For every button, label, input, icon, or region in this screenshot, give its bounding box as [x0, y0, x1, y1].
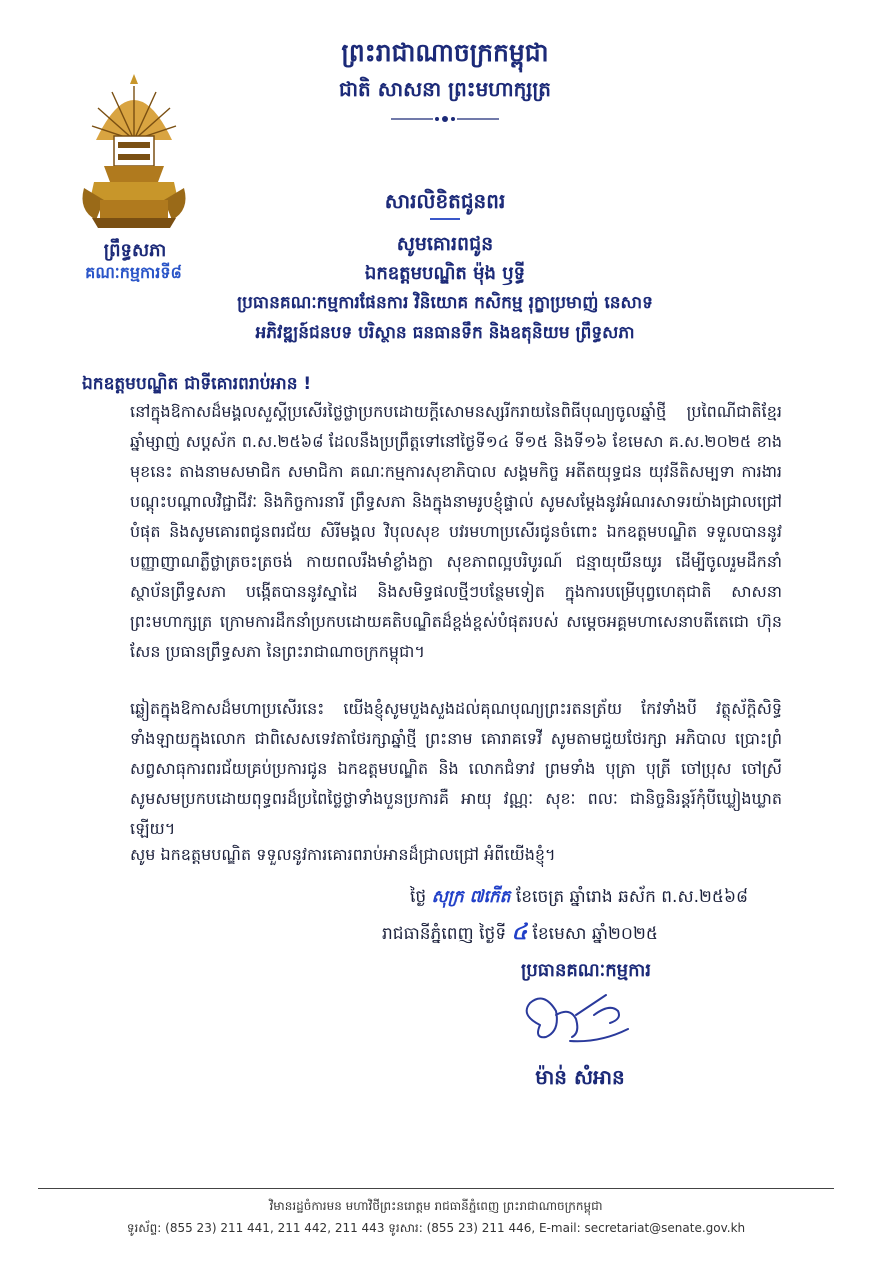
- handwritten-signature: [510, 985, 650, 1065]
- footer-address: វិមានរដ្ឋចំការមន មហាវិថីព្រះនរោត្តម រាជធានីភ្នំពេញ ព្រះរាជាណាចក្រកម្ពុជា: [269, 1199, 603, 1213]
- lunar-date-line: [410, 886, 790, 911]
- footer-divider: [38, 1188, 834, 1189]
- city-date-handwritten: ៤: [511, 920, 528, 945]
- city-date-line: [382, 918, 782, 950]
- senate-label: ព្រឹទ្ធសភា: [103, 240, 167, 261]
- respect-line: សូមគោរពជូន: [396, 233, 494, 255]
- signatory-name: ម៉ាន់ សំអាន: [535, 1065, 625, 1089]
- kingdom-heading: ព្រះរាជាណាចក្រកម្ពុជា: [341, 38, 549, 67]
- lunar-date-handwritten: សុក្រ ៧កើត: [431, 887, 511, 907]
- body-paragraph-2: [82, 694, 782, 844]
- city-date-prefix: រាជធានីភ្នំពេញ ថ្ងៃទី: [382, 924, 507, 944]
- recipient-role-line-1: ប្រធានគណៈកម្មការផែនការ វិនិយោគ កសិកម្ម រុក្ខាប្រមាញ់ នេសាទ: [237, 293, 653, 313]
- lunar-date-prefix: ថ្ងៃ: [410, 887, 427, 907]
- closing-paragraph: [82, 840, 782, 870]
- ornament-divider: [385, 112, 505, 126]
- national-motto: ជាតិ សាសនា ព្រះមហាក្សត្រ: [339, 77, 551, 101]
- recipient-name: ឯកឧត្តមបណ្ឌិត ម៉ុង ឫទ្ធី: [364, 263, 526, 284]
- city-date-suffix: ខែមេសា ឆ្នាំ២០២៥: [532, 924, 658, 944]
- senate-emblem-icon: [74, 70, 194, 230]
- committee-label: គណៈកម្មការទី៨: [85, 263, 182, 282]
- paragraph-text: ឆ្លៀតក្នុងឱកាសដ៏មហាប្រសើរនេះ យើងខ្ញុំសូមបួងសួងដល់គុណបុណ្យព្រះរតនត្រ័យ កែវទាំងបី វត្ថុស័ក្តិសិទ្ធិទាំងឡាយក្នុងលោក ជាពិសេសទេវតាថែរក្សាឆ្នាំថ្មី ព្រះនាម គោរាគទេវី សូមតាមជួយថែរក្សា អភិបាល ប្រោះព្រំសព្វសាធុការពរជ័យគ្រប់ប្រការជូន ឯកឧត្តមបណ្ឌិត និង លោកជំទាវ ព្រមទាំង បុត្រា បុត្រី ចៅប្រុស ចៅស្រី សូមសមប្រកបដោយពុទ្ធពរដ៏ប្រពៃថ្លៃថ្លាទាំងបួនប្រការគឺ អាយុ វណ្ណៈ សុខៈ ពលៈ ជានិច្ចនិរន្តរ៍កុំបីឃ្លៀងឃ្លាតឡើយ។: [130, 699, 782, 838]
- body-paragraph-1: [82, 397, 782, 667]
- paragraph-text: នៅក្នុងឱកាសដ៏មង្គលសួស្តីប្រសើរថ្លៃថ្លាប្រកបដោយក្តីសោមនស្សរីករាយនៃពិធីបុណ្យចូលឆ្នាំថ្មី ប្រពៃណីជាតិខ្មែរ ឆ្នាំម្សាញ់ សប្តស័ក ព.ស.២៥៦៨ ដែលនឹងប្រព្រឹត្តទៅនៅថ្ងៃទី១៤ ទី១៥ និងទី១៦ ខែមេសា គ.ស.២០២៥ ខាងមុខនេះ តាងនាមសមាជិក សមាជិកា គណៈកម្មការសុខាភិបាល សង្គមកិច្ច អតីតយុទ្ធជន យុវនីតិសម្បទា ការងារ បណ្តុះបណ្តាលវិជ្ជាជីវៈ និងកិច្ចការនារី ព្រឹទ្ធសភា និងក្នុងនាមរូបខ្ញុំផ្ទាល់ សូមសម្តែងនូវអំណរសាទរយ៉ាងជ្រាលជ្រៅបំផុត និងសូមគោរពជូនពរជ័យ សិរីមង្គល វិបុលសុខ បវរមហាប្រសើរជូនចំពោះ ឯកឧត្តមបណ្ឌិត ទទួលបាននូវបញ្ញាញាណភ្លឺថ្លាត្រចះត្រចង់ កាយពលរឹងមាំខ្លាំងក្លា សុខភាពល្អបរិបូរណ៍ ជន្មាយុយឺនយូរ ដើម្បីចូលរួមដឹកនាំស្ថាប័នព្រឹទ្ធសភា បង្កើតបាននូវស្នាដៃ និងសមិទ្ធផលថ្មីៗបន្ថែមទៀត ក្នុងការបម្រើបុព្វហេតុជាតិ សាសនា ព្រះមហាក្សត្រ ក្រោមការដឹកនាំប្រកបដោយគតិបណ្ឌិតដ៏ខ្ពង់ខ្ពស់បំផុតរបស់ សម្តេចអគ្គមហាសេនាបតីតេជោ ហ៊ុន សែន ប្រធានព្រឹទ្ធសភា នៃព្រះរាជាណាចក្រកម្ពុជា។: [130, 402, 782, 661]
- paragraph-text: សូម ឯកឧត្តមបណ្ឌិត ទទួលនូវការគោរពរាប់អានដ៏ជ្រាលជ្រៅ អំពីយើងខ្ញុំ។: [130, 845, 556, 864]
- footer-contact: ទូរស័ព្ទ: (855 23) 211 441, 211 442, 211 443 ទូរសារ: (855 23) 211 446, E-mail: secretariat@senate.gov.kh: [126, 1221, 746, 1235]
- title-divider: [430, 218, 460, 220]
- lunar-date-suffix: ខែចេត្រ ឆ្នាំរោង ឆស័ក ព.ស.២៥៦៨: [515, 887, 749, 907]
- recipient-role-line-2: អភិវឌ្ឍន៍ជនបទ បរិស្ថាន ធនធានទឹក និងឧតុនិយម ព្រឹទ្ធសភា: [255, 323, 635, 343]
- signatory-title: ប្រធានគណៈកម្មការ: [521, 960, 651, 981]
- document-title: សារលិខិតជូនពរ: [384, 189, 506, 213]
- salutation: ឯកឧត្តមបណ្ឌិត ជាទីគោរពរាប់អាន !: [82, 374, 312, 394]
